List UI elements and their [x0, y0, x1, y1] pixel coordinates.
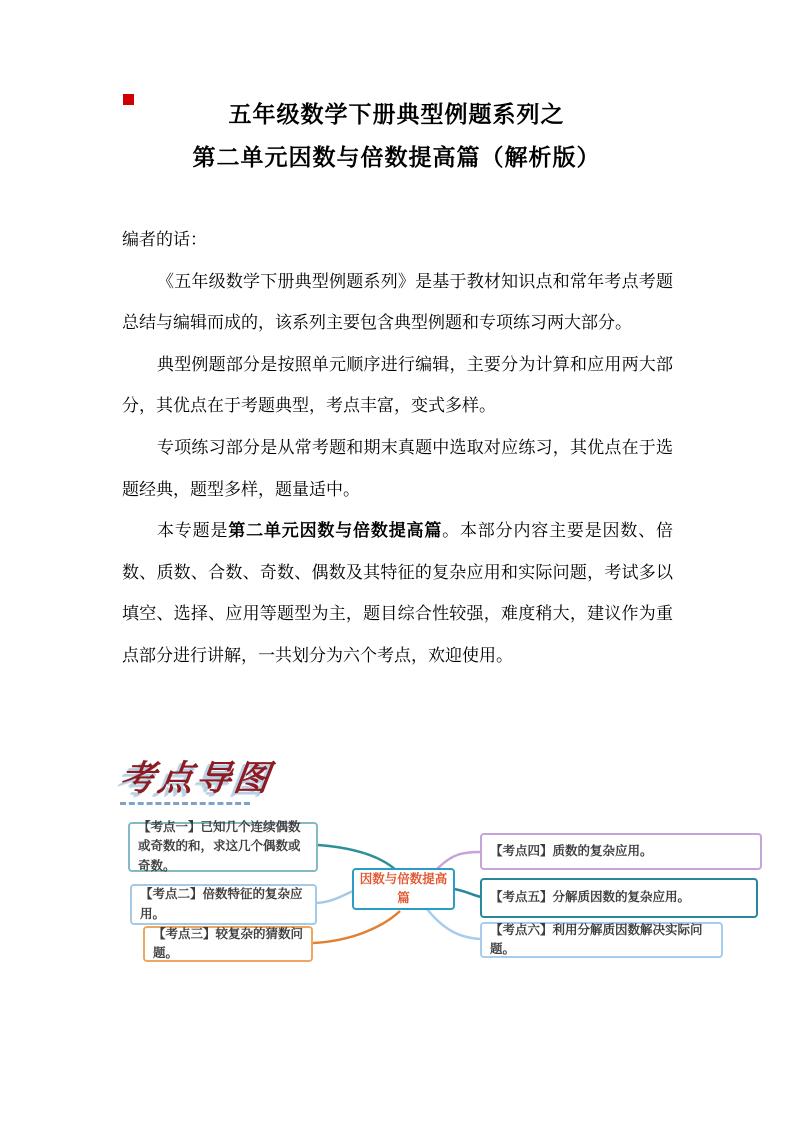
mindmap-node-5 [480, 878, 758, 918]
key-points-mindmap [0, 815, 793, 975]
paragraph-series-intro: 《五年级数学下册典型例题系列》是基于教材知识点和常年考点考题总结与编辑而成的，该系列主要包含典型例题和专项练习两大部分。 [122, 271, 673, 333]
topic-overview-post: 。本部分内容主要是因数、倍数、质数、合数、奇数、偶数及其特征的复杂应用和实际问题，考试多以填空、选择、应用等题型为主，题目综合性较强，难度稍大，建议作为重点部分进行讲解，一共划分为六个考点，欢迎使用。 [122, 521, 674, 665]
paragraph-topic-overview [122, 510, 673, 676]
document-title-line-1: 五年级数学下册典型例题系列之 [228, 101, 565, 127]
connector-node5 [454, 889, 481, 897]
mindmap-node-5-label: 【考点五】分解质因数的复杂应用。 [490, 890, 691, 905]
topic-overview-bold-title: 第二单元因数与倍数提高篇 [228, 521, 443, 541]
document-title [0, 93, 793, 179]
topic-overview-pre: 本专题是 [157, 521, 229, 541]
mindmap-node-2 [130, 884, 317, 925]
mindmap-node-2-label: 【考点二】倍数特征的复杂应用。 [140, 887, 303, 921]
mindmap-node-3 [143, 926, 313, 962]
connector-node3 [313, 911, 400, 943]
paragraph-special-practice: 专项练习部分是从常考题和期末真题中选取对应练习，其优点在于选题经典，题型多样，题量适中。 [122, 437, 673, 499]
mindmap-center-label: 因数与倍数提高篇 [359, 871, 448, 905]
mindmap-node-1-label: 【考点一】已知几个连续偶数或奇数的和，求这几个偶数或奇数。 [138, 819, 301, 873]
mindmap-node-1 [128, 819, 318, 873]
mindmap-node-6-label: 【考点六】利用分解质因数解决实际问题。 [490, 922, 703, 956]
mindmap-node-6 [480, 922, 723, 958]
connector-node2 [317, 891, 353, 903]
wordart-kaodian-daotu: 考点导图 [117, 759, 275, 798]
wordart-dashed-underline [120, 802, 250, 805]
paragraph-typical-examples: 典型例题部分是按照单元顺序进行编辑，主要分为计算和应用两大部分，其优点在于考题典型，考点丰富，变式多样。 [122, 354, 673, 416]
connector-node4 [437, 852, 481, 869]
editor-note-heading: 编者的话： [122, 230, 207, 249]
mindmap-node-4 [480, 833, 762, 870]
mindmap-node-3-label: 【考点三】较复杂的猜数问题。 [153, 926, 304, 960]
editor-note-section [122, 219, 673, 677]
mindmap-center-node [352, 868, 455, 910]
mindmap-node-4-label: 【考点四】质数的复杂应用。 [490, 843, 653, 858]
connector-node6 [427, 909, 481, 939]
document-title-line-2: 第二单元因数与倍数提高篇（解析版） [192, 144, 601, 170]
wordart-heading [117, 758, 275, 805]
